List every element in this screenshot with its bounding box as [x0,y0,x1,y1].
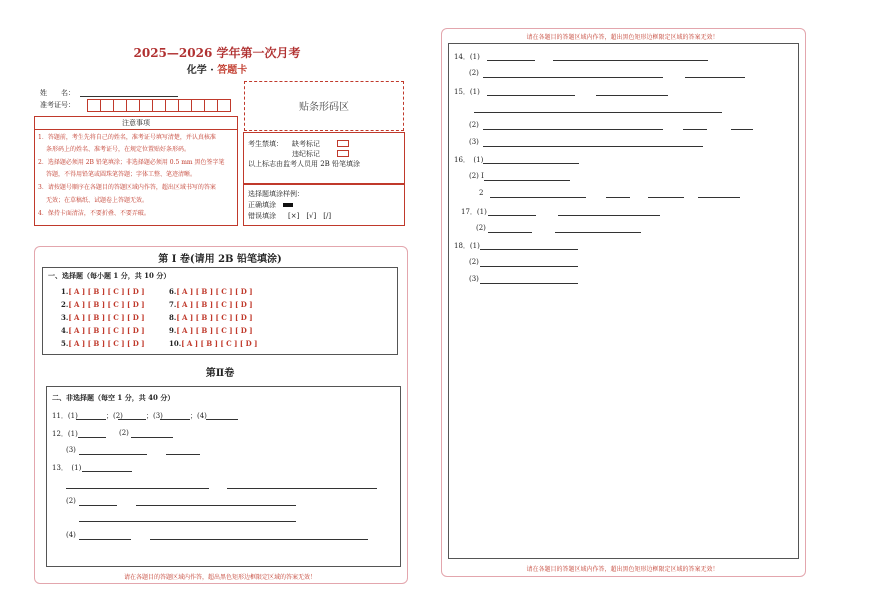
q13-1-answer-c[interactable] [227,488,377,489]
q11-2-label: ；(2) [106,412,123,420]
fill-wrong-label: 错误填涂 [248,212,276,220]
note-line: 无效；在草稿纸、试题卷上答题无效。 [46,197,149,204]
mc-question[interactable]: 7.[ A ] [ B ] [ C ] [ D ] [169,300,253,309]
barcode-label: 贴条形码区 [299,102,349,113]
q15-1-answer[interactable] [487,95,575,96]
q16-2b-answer-c[interactable] [648,197,684,198]
q11-3-label: ；(3) [146,412,163,420]
notes-box [34,116,238,226]
q12-3-answer[interactable] [79,454,147,455]
exam-title: 2025—2026 学年第一次月考 [133,46,301,60]
q11-4-label: ；(4) [190,412,207,420]
violation-box[interactable] [337,150,349,157]
q17-2-answer[interactable] [488,232,532,233]
q15-2-label: (2) [469,121,479,129]
q12-3-answer-b[interactable] [166,454,200,455]
fill-correct-label: 正确填涂 [248,201,276,209]
mc-question[interactable]: 9.[ A ] [ B ] [ C ] [ D ] [169,326,253,335]
q12-1-label: 12．(1) [52,430,78,438]
q11-3-answer[interactable] [160,419,190,420]
part1-heading: 第 I 卷(请用 2B 铅笔填涂) [158,254,282,265]
q15-1-answer-b[interactable] [596,95,668,96]
violation-label: 违纪标记 [292,150,320,158]
q16-1-label: 16． (1) [454,156,484,164]
q15-2-answer-b[interactable] [683,129,707,130]
mc-question[interactable]: 4.[ A ] [ B ] [ C ] [ D ] [61,326,145,335]
q16-2b-answer[interactable] [490,197,586,198]
q11-4-answer[interactable] [206,419,238,420]
q12-2-label: (2) [119,429,129,437]
mc-question[interactable]: 6.[ A ] [ B ] [ C ] [ D ] [169,287,253,296]
q16-2b-label: 2 [479,189,484,197]
q18-3-label: (3) [469,275,479,283]
q14-1-answer[interactable] [487,60,535,61]
q17-2-label: (2) [476,224,486,232]
status-label: 考生禁填： [248,140,283,148]
notes-heading: 注意事项 [35,117,237,130]
q18-1-label: 18．(1) [454,242,480,250]
mc-question[interactable]: 5.[ A ] [ B ] [ C ] [ D ] [61,339,145,348]
answer-sheet-label: 答题卡 [217,65,248,76]
q15-3-label: (3) [469,138,479,146]
note-line: 4．保持卡面清洁，不要折叠、不要弄破。 [38,210,150,217]
q14-1-answer-b[interactable] [553,60,708,61]
mc-question[interactable]: 3.[ A ] [ B ] [ C ] [ D ] [61,313,145,322]
free-section-label: 二、非选择题（每空 1 分，共 40 分） [52,393,175,402]
q12-1-answer[interactable] [78,437,106,438]
note-line: 2．选择题必须用 2B 铅笔填涂；非选择题必须用 0.5 mm 黑色签字笔 [38,159,225,166]
q13-4-answer-b[interactable] [150,539,368,540]
q17-1-answer-b[interactable] [558,215,660,216]
mc-question[interactable]: 10.[ A ] [ B ] [ C ] [ D ] [169,339,258,348]
part2-heading: 第Ⅱ卷 [205,368,235,379]
q13-2-answer-c[interactable] [79,521,296,522]
q18-1-answer[interactable] [480,249,578,250]
q15-1-answer-c[interactable] [474,112,722,113]
exam-status-box [243,132,405,184]
q18-2-label: (2) [469,258,479,266]
q15-2-answer[interactable] [483,129,663,130]
q12-3-label: (3) [66,446,76,454]
q13-4-label: (4) [66,531,76,539]
q18-2-answer[interactable] [480,266,578,267]
q12-2-answer[interactable] [131,437,173,438]
note-line: 答题，不得用铅笔或圆珠笔答题；字体工整、笔迹清晰。 [46,171,197,178]
status-footer: 以上标志由监考人员用 2B 铅笔填涂 [248,160,361,168]
note-line: 3．请按题号顺序在各题目的答题区域内作答，超出区域书写的答案 [38,184,216,191]
missing-label: 缺考标记 [292,140,320,148]
q11-2-answer[interactable] [118,419,146,420]
q13-1-answer[interactable] [82,471,132,472]
q11-1-label: 11．(1) [52,412,78,420]
note-line: 条形码上的姓名、准考证号，在规定位置贴好条形码。 [46,146,191,153]
q15-3-answer[interactable] [483,146,703,147]
filled-mark [283,203,293,207]
missing-box[interactable] [337,140,349,147]
fill-example-box [243,184,405,226]
q18-3-answer[interactable] [480,283,578,284]
mc-question[interactable]: 1.[ A ] [ B ] [ C ] [ D ] [61,287,145,296]
q17-2-answer-b[interactable] [555,232,641,233]
q13-1-label: 13． (1) [52,464,82,472]
q16-1-answer[interactable] [483,163,579,164]
mc-section-label: 一、选择题（每小题 1 分，共 10 分） [48,271,171,280]
q17-1-answer[interactable] [488,215,536,216]
fill-heading: 选择题填涂样例： [248,190,304,198]
q13-1-answer-b[interactable] [66,488,209,489]
name-label: 姓 名： [40,89,75,97]
q13-2-answer[interactable] [79,505,117,506]
q14-2-label: (2) [469,69,479,77]
note-line: 1．答题前，考生先将自己的姓名，准考证号填写清楚，并认真核准 [38,134,216,141]
q14-2-answer-b[interactable] [685,77,745,78]
q15-2-answer-c[interactable] [731,129,753,130]
q13-4-answer[interactable] [79,539,131,540]
q14-1-label: 14．(1) [454,53,480,61]
subject-label: 化学 · [186,65,218,76]
warning-right-bottom: 请在各题目的答题区域内作答，超出黑色矩形边框限定区域的答案无效！ [526,566,719,573]
name-field[interactable] [80,96,178,97]
q16-2b-answer-d[interactable] [698,197,740,198]
q13-2-label: (2) [66,497,76,505]
q15-1-label: 15．(1) [454,88,480,96]
mc-question[interactable]: 2.[ A ] [ B ] [ C ] [ D ] [61,300,145,309]
id-cells[interactable] [87,99,230,112]
answer-box-right [448,43,799,559]
q16-2b-answer-b[interactable] [606,197,630,198]
wrong-marks: [×] [√] [/] [288,212,332,220]
warning-right-top: 请在各题目的答题区域内作答，超出黑色矩形边框限定区域的答案无效！ [526,34,719,41]
q17-1-label: 17．(1) [461,208,487,216]
q13-2-answer-b[interactable] [136,505,296,506]
q11-1-answer[interactable] [76,419,106,420]
id-label: 准考证号： [40,101,75,109]
q14-2-answer[interactable] [483,77,663,78]
q16-2-answer[interactable] [484,180,570,181]
exam-subtitle [0,61,434,76]
mc-question[interactable]: 8.[ A ] [ B ] [ C ] [ D ] [169,313,253,322]
warning-left: 请在各题目的答题区域内作答，超出黑色矩形边框限定区域的答案无效！ [123,574,316,581]
q16-2-label: (2) I [469,172,484,180]
